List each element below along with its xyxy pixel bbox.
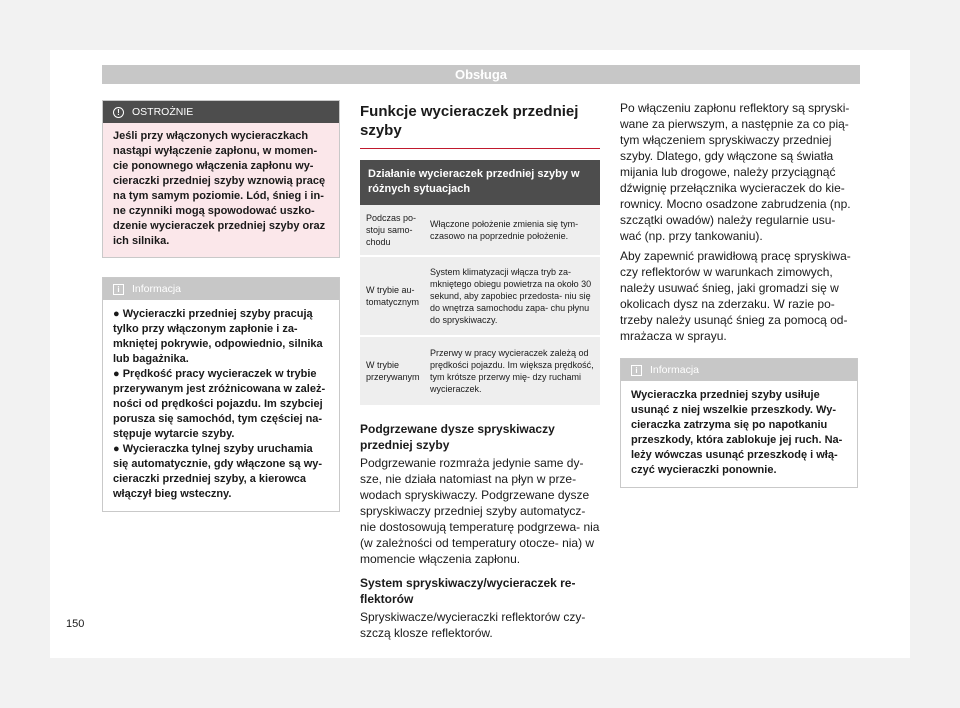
- info-label: Informacja: [650, 364, 700, 376]
- info-item: ● Wycieraczka tylnej szyby uruchamia się automatycznie, gdy włączone są wy- cieraczki przedniej szyby, a kierowca włączył bieg wsteczny.: [113, 443, 323, 500]
- warning-label: OSTROŻNIE: [132, 106, 194, 118]
- info-icon: i: [631, 365, 642, 376]
- column-left: [102, 100, 340, 512]
- column-middle: [360, 100, 600, 641]
- info-box-2-body: Wycieraczka przedniej szyby usiłuje usunąć z niej wszelkie przeszkody. Wy- cieraczka zatrzyma się po napotkaniu przeszkody, która zablokuje jej ruch. Na- leży wówczas usunąć przeszkodę i włą- czyć wycieraczki ponownie.: [631, 389, 843, 476]
- info-box-1-header: [103, 278, 339, 300]
- table-row: [360, 257, 600, 337]
- info-box-2-header: [621, 359, 857, 381]
- table-row: [360, 205, 600, 257]
- info-label: Informacja: [132, 283, 182, 295]
- table-cell-action: Przerwy w pracy wycieraczek zależą od prędkości pojazdu. Im większa prędkość, tym krótsze przerwy mię- dzy ruchami wycieraczek.: [430, 348, 594, 394]
- table-cell-action: Włączone położenie zmienia się tym- czasowo na poprzednie położenie.: [430, 219, 579, 241]
- heated-nozzles-text: Podgrzewanie rozmraża jedynie same dy- sze, nie działa natomiast na płyn w prze- wodach spryskiwaczy. Podgrzewane dysze spryskiwaczy przedniej szyby automatycz- nie dostosowują temperaturę podgrzewa- nia (w zależności od temperatury otocze- nia) w momencie włączenia zapłonu.: [360, 456, 600, 566]
- column-right: [620, 100, 858, 488]
- page-number: 150: [66, 618, 85, 630]
- warning-box: [102, 100, 340, 258]
- headlight-washer-heading: System spryskiwaczy/wycieraczek re- flektorów: [360, 576, 576, 606]
- table-cell-situation: W trybie au- tomatycznym: [366, 285, 420, 307]
- info-icon: i: [113, 284, 124, 295]
- info-box-1: [102, 277, 340, 512]
- table-cell-action: System klimatyzacji włącza tryb za- mkniętego obiegu powietrza na około 30 sekund, aby zapobiec przedosta- niu się do wnętrza samochodu zapa- chu płynu do spryskiwaczy.: [430, 267, 592, 325]
- warning-box-header: [103, 101, 339, 123]
- page-header: Obsługa: [102, 65, 860, 84]
- heated-nozzles-heading: Podgrzewane dysze spryskiwaczy przedniej szyby: [360, 422, 555, 452]
- headlight-washer-text: Spryskiwacze/wycieraczki reflektorów czy- szczą klosze reflektorów.: [360, 610, 586, 640]
- section-title: Funkcje wycieraczek przedniej szyby: [360, 102, 600, 149]
- table-header: Działanie wycieraczek przedniej szyby w różnych sytuacjach: [360, 160, 600, 205]
- table-cell-situation: W trybie przerywanym: [366, 360, 420, 382]
- table-row: [360, 337, 600, 407]
- info-box-1-body: [103, 300, 339, 511]
- info-item: ● Prędkość pracy wycieraczek w trybie przerywanym jest zróżnicowana w zależ- ności od prędkości pojazdu. Im szybciej porusza się samochód, tym częściej na- stępuje wytarcie szyby.: [113, 368, 326, 440]
- headlight-paragraph-2: Aby zapewnić prawidłową pracę spryskiwa- czy reflektorów w warunkach zimowych, należy usuwać śnieg, jaki gromadzi się w okolicach dysz na zderzaku. W razie po- trzeby należy usunąć śnieg za pomocą od- mrażacza w sprayu.: [620, 249, 851, 343]
- table-cell-situation: Podczas po- stoju samo- chodu: [366, 213, 417, 247]
- headlight-paragraph-1: Po włączeniu zapłonu reflektory są spryski- wane za pierwszym, a następnie za co pią- tym włączeniem spryskiwaczy przedniej szyby. Dlatego, gdy włączone są światła mijania lub drogowe, należy przyciągnąć dźwignię przełącznika wycieraczek do kie- rownicy. Mocno osadzone zabrudzenia (np. szczątki owadów) należy regularnie usu- wać (np. przy tankowaniu).: [620, 101, 851, 243]
- info-item: ● Wycieraczki przedniej szyby pracują tylko przy włączonym zapłonie i za- mkniętej pokrywie, odpowiednio, silnika lub bagażnika.: [113, 308, 323, 365]
- warning-text: Jeśli przy włączonych wycieraczkach nastąpi wyłączenie zapłonu, w momen- cie ponownego włączenia zapłonu wy- cieraczki przedniej szyby wznowią pracę na tym samym poziomie. Lód, śnieg i in- ne czynniki mogą spowodować uszko- dzenie wycieraczek przedniej szyby oraz ich silnika.: [113, 130, 326, 247]
- warning-circle-icon: !: [113, 107, 124, 118]
- manual-page: [50, 50, 910, 658]
- info-box-2: [620, 358, 858, 488]
